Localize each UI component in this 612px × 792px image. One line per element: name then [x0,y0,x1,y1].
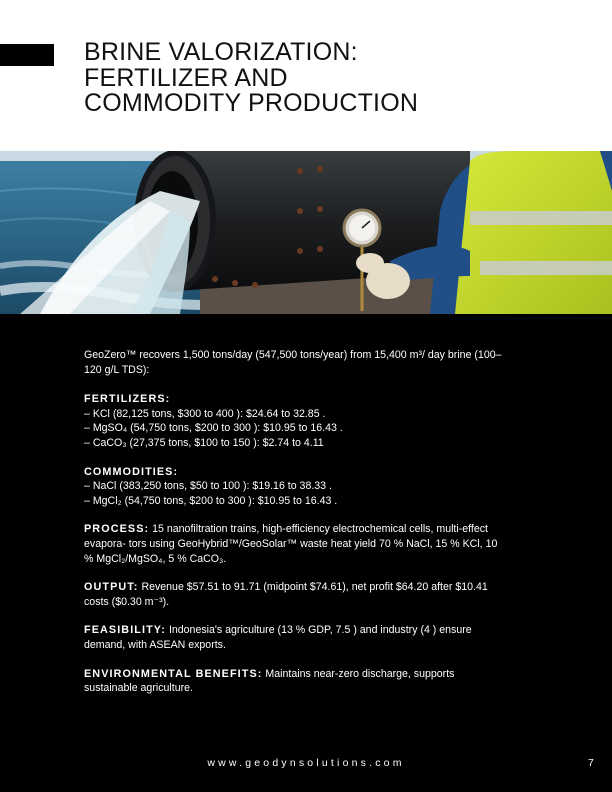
title-line-3: COMMODITY PRODUCTION [84,89,419,117]
process-heading: PROCESS: [84,523,150,536]
page-number: 7 [588,757,594,769]
output-section [84,580,504,609]
fertilizers-section [84,392,504,450]
fertilizer-item: – MgSO₄ (54,750 tons, $200 to 300 ): $10.95 to 16.43 . [84,422,343,435]
process-text: 15 nanofiltration trains, high-efficiency electrochemical cells, multi-effect evapora- tors using GeoHybrid™/GeoSolar™ waste heat yield 70 % NaCl, 15 % KCl, 10 % MgCl₂/MgSO₄, 5 % CaCO₃. [84,523,498,565]
environmental-heading: ENVIRONMENTAL BENEFITS: [84,667,263,680]
feasibility-section [84,623,504,652]
page-title [84,40,418,117]
output-heading: OUTPUT: [84,581,139,594]
header [0,0,612,151]
footer-website[interactable]: www.geodynsolutions.com [207,757,405,769]
commodities-section [84,465,504,509]
header-accent-bar [0,44,54,66]
environmental-text: Maintains near-zero discharge, supports sustainable agriculture. [84,667,455,695]
commodity-item: – MgCl₂ (54,750 tons, $200 to 300 ): $10.95 to 16.43 . [84,494,338,507]
brine-discharge-pipe-photo-icon [0,151,612,314]
title-line-1: BRINE VALORIZATION: [84,38,358,66]
environmental-section [84,667,504,696]
fertilizers-heading: FERTILIZERS: [84,393,171,406]
content-body [84,348,504,710]
commodities-heading: COMMODITIES: [84,465,179,478]
feasibility-text: Indonesia's agriculture (13 % GDP, 7.5 ) and industry (4 ) ensure demand, with ASEAN exports. [84,624,472,651]
commodity-item: – NaCl (383,250 tons, $50 to 100 ): $19.16 to 38.33 . [84,480,332,493]
title-line-2: FERTILIZER AND [84,63,288,92]
fertilizer-item: – KCl (82,125 tons, $300 to 400 ): $24.64 to 32.85 . [84,407,326,420]
output-text: Revenue $57.51 to 91.71 (midpoint $74.61), net profit $64.20 after $10.41 costs ($0.30 m⁻³). [84,581,488,608]
intro-text: GeoZero™ recovers 1,500 tons/day (547,500 tons/year) from 15,400 m³/ day brine (100–120 g/L TDS): [84,349,502,376]
feasibility-heading: FEASIBILITY: [84,624,166,637]
fertilizer-item: – CaCO₃ (27,375 tons, $100 to 150 ): $2.74 to 4.11 [84,436,324,449]
process-section [84,522,504,566]
